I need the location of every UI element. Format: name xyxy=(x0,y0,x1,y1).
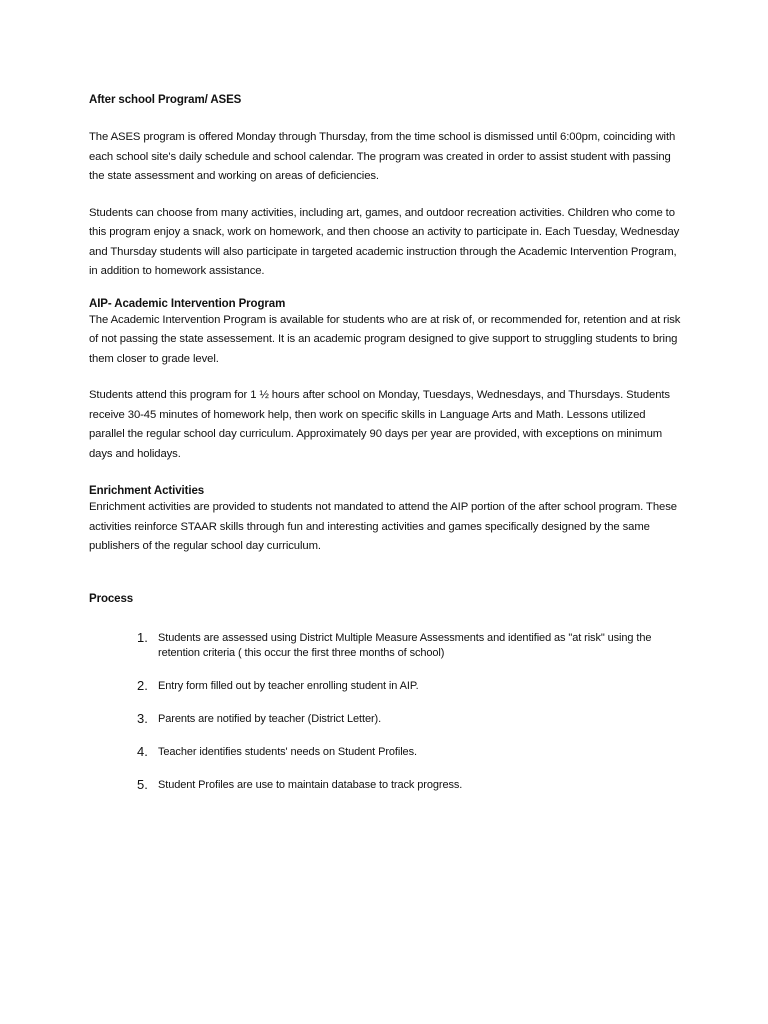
list-item-text: Parents are notified by teacher (District Letter). xyxy=(158,712,382,725)
list-item-number: 2. xyxy=(137,677,148,693)
list-item-number: 4. xyxy=(137,743,148,759)
list-item xyxy=(89,712,681,727)
list-item xyxy=(89,778,681,793)
aip-paragraph-1: The Academic Intervention Program is available for students who are at risk of, or recommended for, retention and at risk of not passing the state assessement. It is an academic program designed to give support to struggling students to bring them closer to grade level. xyxy=(89,313,681,365)
list-item xyxy=(89,745,681,760)
list-item xyxy=(89,631,681,661)
list-item-text: Students are assessed using District Multiple Measure Assessments and identified as "at risk" using the retention criteria ( this occur the first three months of school) xyxy=(158,631,652,659)
ases-paragraph-1: The ASES program is offered Monday through Thursday, from the time school is dismissed until 6:00pm, coinciding with each school site's daily schedule and school calendar. The program was created in order to assist student with passing the state assessment and working on areas of deficiencies. xyxy=(89,131,676,182)
list-item-text: Teacher identifies students' needs on Student Profiles. xyxy=(158,745,417,758)
list-item-number: 3. xyxy=(137,710,148,726)
list-item-number: 5. xyxy=(137,776,148,792)
process-heading: Process xyxy=(89,592,134,605)
list-item-text: Entry form filled out by teacher enrolling student in AIP. xyxy=(158,679,419,692)
list-item-number: 1. xyxy=(137,629,148,645)
ases-paragraph-2: Students can choose from many activities, including art, games, and outdoor recreation activities. Children who come to this program enjoy a snack, work on homework, and then choose an activity to participate in. Each Tuesday, Wednesday and Thursday students will also participate in targeted academic instruction through the Academic Intervention Program, in addition to homework assistance. xyxy=(89,206,680,277)
ases-heading: After school Program/ ASES xyxy=(89,94,242,106)
aip-paragraph-2: Students attend this program for 1 ½ hours after school on Monday, Tuesdays, Wednesdays, and Thursdays. Students receive 30-45 minutes of homework help, then work on specific skills in Language Arts and Math. Lessons utilized parallel the regular school day curriculum. Approximately 90 days per year are provided, with exceptions on minimum days and holidays. xyxy=(89,389,670,460)
list-item xyxy=(89,679,681,694)
aip-heading: AIP- Academic Intervention Program xyxy=(89,297,286,310)
process-list xyxy=(89,631,681,793)
document-content xyxy=(89,90,681,811)
list-item-text: Student Profiles are use to maintain database to track progress. xyxy=(158,778,463,791)
enrichment-paragraph: Enrichment activities are provided to students not mandated to attend the AIP portion of the after school program. These activities reinforce STAAR skills through fun and interesting activities and games specifically designed by the same publishers of the regular school day curriculum. xyxy=(89,501,677,552)
enrichment-heading: Enrichment Activities xyxy=(89,485,205,497)
